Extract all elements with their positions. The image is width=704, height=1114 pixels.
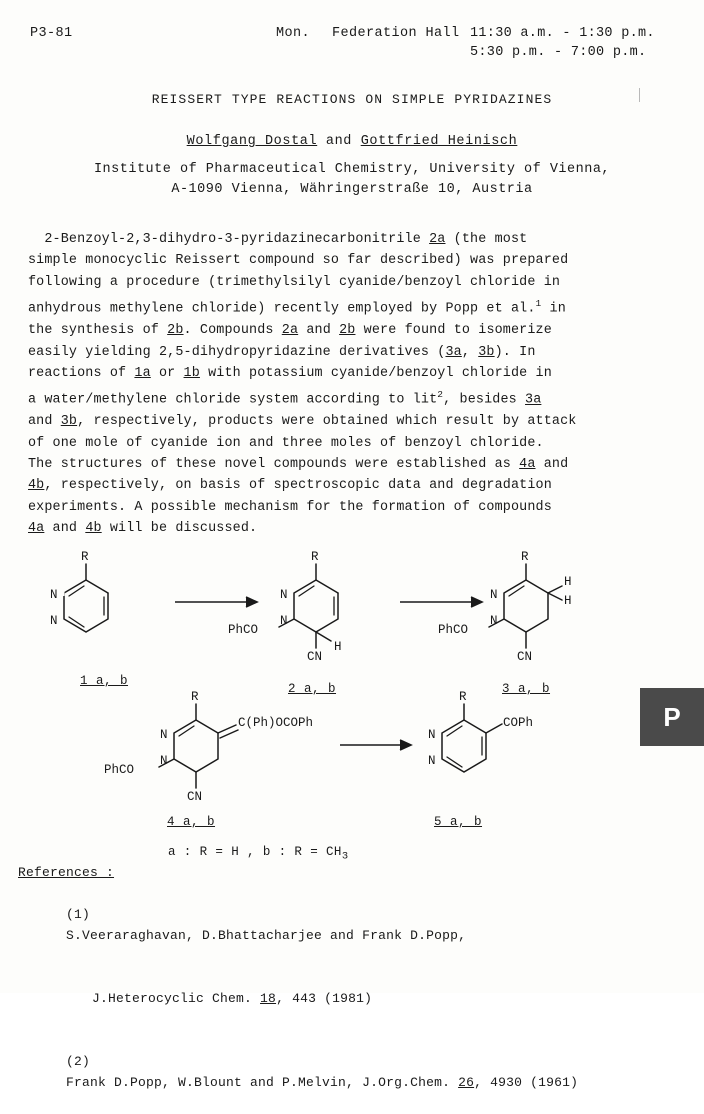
abstract-line: 2-Benzoyl-2,3-dihydro-3-pyridazinecarbonitrile 2a (the most [28,232,528,247]
author-line [0,134,704,149]
abstract-line: a water/methylene chloride system according to lit$^2$, besides 3a [28,389,542,408]
reference-text: Frank D.Popp, W.Blount and P.Melvin, J.Org.Chem. [66,1075,459,1090]
abstract-line: The structures of these novel compounds were established as 4a and [28,457,569,472]
ring-atom-N: N [160,728,168,742]
ring-atom-N: N [428,754,436,768]
substituent-label-R1: R [81,550,89,564]
affiliation-line-2: A-1090 Vienna, Währingerstraße 10, Austria [171,182,533,197]
reaction-scheme [0,540,704,870]
ring-atom-N: N [280,588,288,602]
references-block [18,862,688,1114]
group-h: H [564,575,572,589]
ring-atom-N: N [50,588,58,602]
compound-label-2: 2 a, b [288,682,337,696]
abstract-code: P3-81 [30,26,73,41]
reference-text: S.Veeraraghavan, D.Bhattacharjee and Frank D.Popp, [66,928,467,943]
compound-label-1: 1 a, b [80,674,129,688]
page-header [0,26,704,72]
session-time-2: 5:30 p.m. - 7:00 p.m. [470,45,647,60]
substituent-label-R3: R [521,550,529,564]
author-second: Gottfried Heinisch [360,134,518,149]
session-time-1: 11:30 a.m. - 1:30 p.m. [470,26,655,41]
reference-item-cont [18,967,688,1030]
ring-atom-N: N [280,614,288,628]
abstract-line: easily yielding 2,5-dihydropyridazine derivatives (3a, 3b). In [28,344,536,360]
reference-item [18,1030,688,1114]
abstract-line: of one mole of cyanide ion and three moles of benzoyl chloride. [28,435,544,451]
abstract-line: the synthesis of 2b. Compounds 2a and 2b were found to isomerize [28,323,552,339]
reference-volume: 26 [458,1075,475,1090]
affiliation-line-1: Institute of Pharmaceutical Chemistry, University of Vienna, [93,162,611,177]
group-h: H [564,594,572,608]
ring-atom-N: N [490,588,498,602]
group-cphocoph: C(Ph)OCOPh [238,716,314,730]
reference-pages: , 4930 (1961) [474,1075,579,1090]
reference-number: (1) [66,907,91,922]
reference-journal: J.Heterocyclic Chem. [92,991,261,1006]
scheme-drawing [0,540,704,870]
group-phco: PhCO [438,623,469,637]
group-phco: PhCO [228,623,259,637]
ring-atom-N: N [428,728,436,742]
author-first: Wolfgang Dostal [186,134,318,149]
substituent-label-R2: R [311,550,319,564]
group-cn: CN [187,790,203,804]
abstract-line: 4b, respectively, on basis of spectroscopic data and degradation [28,478,552,494]
session-venue: Federation Hall [332,26,460,41]
abstract-line: 4a and 4b will be discussed. [28,521,258,537]
ring-atom-N: N [160,754,168,768]
substituent-note-text: a : R = H , b : $R = CH_3$ [168,845,349,863]
group-coph: COPh [503,716,534,730]
group-phco: PhCO [104,763,135,777]
compound-label-4: 4 a, b [167,815,216,829]
group-h: H [334,640,342,654]
ring-atom-N: N [490,614,498,628]
abstract-line: following a procedure (trimethylsilyl cyanide/benzoyl chloride in [28,274,561,290]
abstract-line: anhydrous methylene chloride) recently employed by Popp et al.$^1$ in [28,298,566,317]
substituent-label-R4: R [191,690,199,704]
references-heading: References : [18,865,115,880]
session-day: Mon. [276,26,311,41]
abstract-line: and 3b, respectively, products were obtained which result by attack [28,414,577,430]
substituent-note [168,845,348,863]
reference-pages: , 443 (1981) [276,991,373,1006]
ring-atom-N: N [50,614,58,628]
abstract-line: reactions of 1a or 1b with potassium cyanide/benzoyl chloride in [28,365,552,381]
abstract-body [28,229,676,540]
compound-label-5: 5 a, b [434,815,483,829]
reference-item [18,883,688,967]
abstract-line: experiments. A possible mechanism for the formation of compounds [28,499,552,515]
page-title: REISSERT TYPE REACTIONS ON SIMPLE PYRIDAZINES [151,92,553,107]
compound-label-3: 3 a, b [502,682,551,696]
reference-volume: 18 [260,991,277,1006]
author-conjunction: and [317,134,361,149]
substituent-label-R5: R [459,690,467,704]
section-marker-p: P [640,688,704,746]
reference-number: (2) [66,1054,91,1069]
group-cn: CN [517,650,533,664]
group-cn: CN [307,650,323,664]
abstract-line: simple monocyclic Reissert compound so far described) was prepared [28,253,569,269]
